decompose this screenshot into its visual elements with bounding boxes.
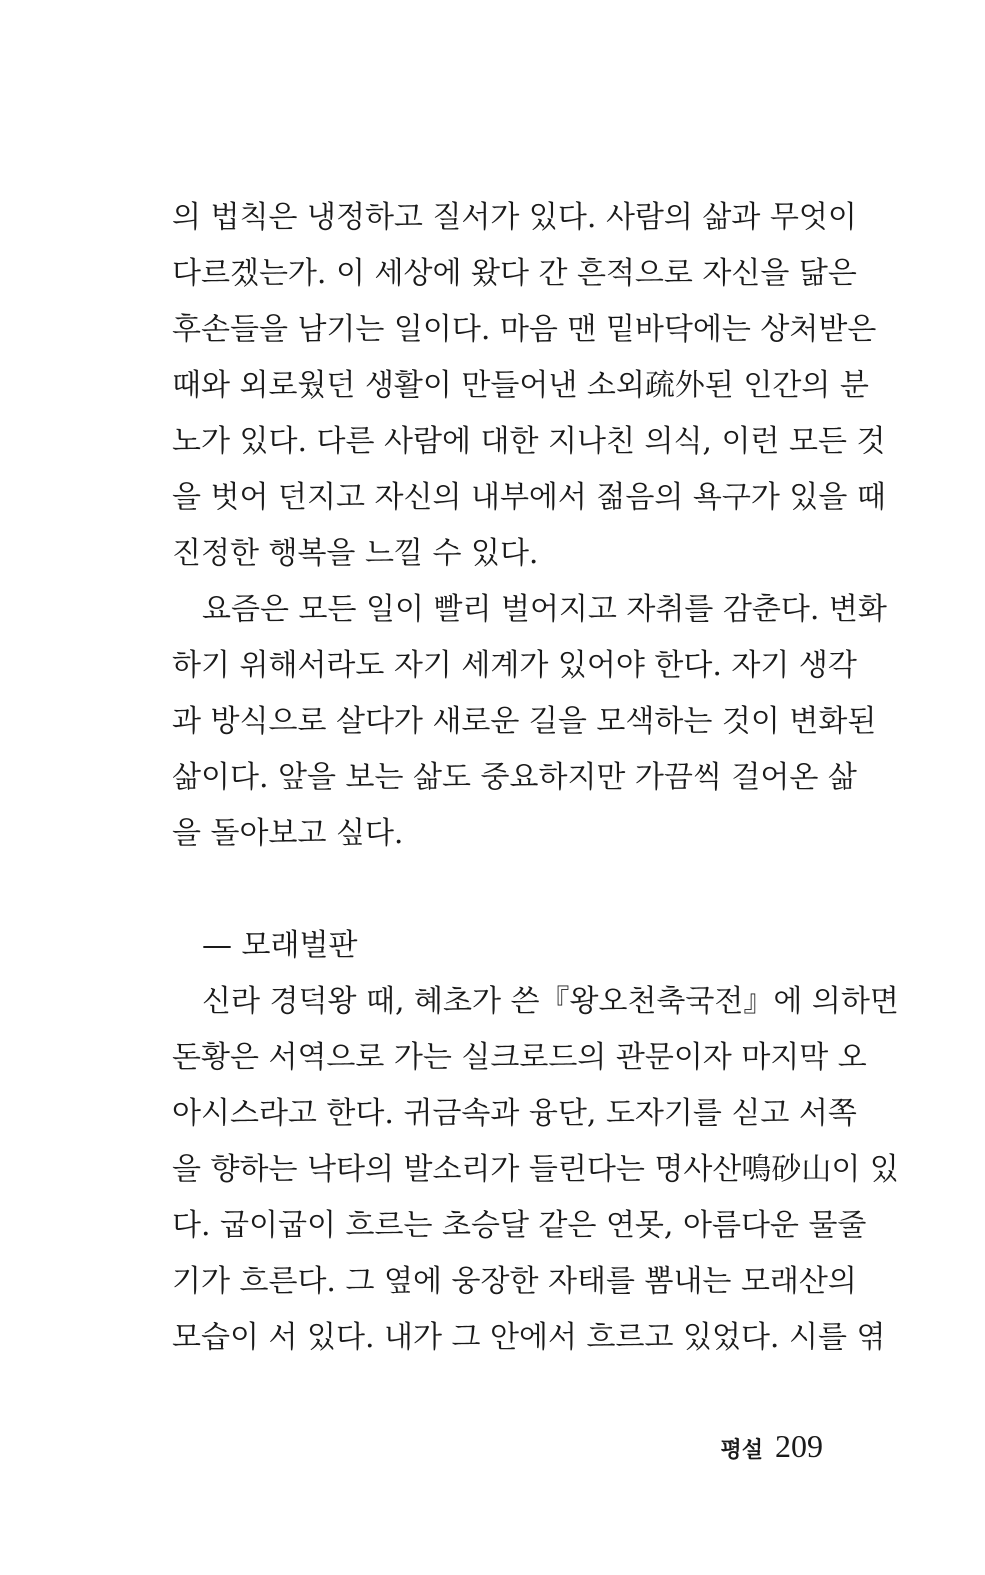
text-line: 아시스라고 한다. 귀금속과 융단, 도자기를 싣고 서쪽	[172, 1096, 857, 1131]
text-line: 과 방식으로 살다가 새로운 길을 모색하는 것이 변화된	[172, 704, 877, 739]
text-line: 후손들을 남기는 일이다. 마음 맨 밑바닥에는 상처받은	[172, 312, 877, 347]
text-line: 돈황은 서역으로 가는 실크로드의 관문이자 마지막 오	[172, 1040, 867, 1075]
text-line: 의 법칙은 냉정하고 질서가 있다. 사람의 삶과 무엇이	[172, 200, 857, 235]
text-line: 다. 굽이굽이 흐르는 초승달 같은 연못, 아름다운 물줄	[172, 1208, 867, 1243]
text-line: 다르겠는가. 이 세상에 왔다 간 흔적으로 자신을 닮은	[172, 256, 857, 291]
body-text-upper	[172, 190, 887, 862]
text-line: 을 벗어 던지고 자신의 내부에서 젊음의 욕구가 있을 때	[172, 480, 886, 515]
text-line: 을 돌아보고 싶다.	[172, 816, 404, 851]
text-line: 때와 외로웠던 생활이 만들어낸 소외疏外된 인간의 분	[172, 368, 869, 403]
text-line: 기가 흐른다. 그 옆에 웅장한 자태를 뽐내는 모래산의	[172, 1264, 857, 1299]
page-footer	[720, 1428, 823, 1468]
text-line: 요즘은 모든 일이 빨리 벌어지고 자취를 감춘다. 변화	[202, 592, 887, 627]
text-line: 진정한 행복을 느낄 수 있다.	[172, 536, 539, 571]
body-text-lower	[172, 918, 899, 1366]
text-line: 신라 경덕왕 때, 혜초가 쓴『왕오천축국전』에 의하면	[202, 984, 899, 1019]
running-head: 평설	[720, 1438, 763, 1463]
text-line: 삶이다. 앞을 보는 삶도 중요하지만 가끔씩 걸어온 삶	[172, 760, 857, 795]
text-line: 모습이 서 있다. 내가 그 안에서 흐르고 있었다. 시를 엮	[172, 1320, 886, 1355]
section-heading: — 모래벌판	[202, 928, 358, 963]
text-line: 하기 위해서라도 자기 세계가 있어야 한다. 자기 생각	[172, 648, 857, 683]
page-number: 209	[775, 1428, 823, 1464]
text-line: 을 향하는 낙타의 발소리가 들린다는 명사산鳴砂山이 있	[172, 1152, 899, 1187]
text-line: 노가 있다. 다른 사람에 대한 지나친 의식, 이런 모든 것	[172, 424, 886, 459]
